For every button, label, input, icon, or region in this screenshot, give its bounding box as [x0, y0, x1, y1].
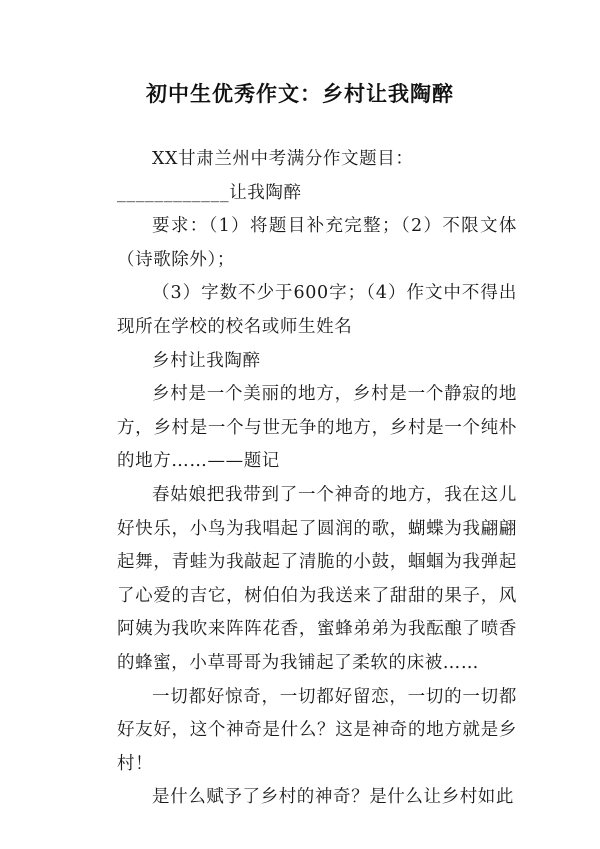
paragraph-essay-heading: 乡村让我陶醉 [152, 350, 261, 371]
paragraph-requirements-1: 要求：（1）将题目补充完整；（2）不限文体（诗歌除外）； [117, 216, 517, 270]
document-body [117, 143, 517, 815]
paragraph-spring: 春姑娘把我带到了一个神奇的地方，我在这儿好快乐，小鸟为我唱起了圆润的歌，蝴蝶为我翩翩起舞，青蛙为我敲起了清脆的小鼓，蝈蝈为我弹起了心爱的吉它，树伯伯为我送来了甜甜的果子，风阿姨为我吹来阵阵花香，蜜蜂弟弟为我酝酿了喷香的蜂蜜，小草哥哥为我铺起了柔软的床被…… [117, 484, 517, 673]
paragraph-exam-source: XX甘肃兰州中考满分作文题目： [152, 149, 414, 169]
paragraph-blank-title: ____________让我陶醉 [117, 182, 302, 203]
paragraph-wonder: 一切都好惊奇，一切都好留恋，一切的一切都好友好，这个神奇是什么？这是神奇的地方就是乡村！ [117, 686, 517, 774]
document-title: 初中生优秀作文：乡村让我陶醉 [146, 82, 454, 106]
paragraph-question: 是什么赋予了乡村的神奇？是什么让乡村如此 [152, 787, 514, 808]
paragraph-epigraph: 乡村是一个美丽的地方，乡村是一个静寂的地方，乡村是一个与世无争的地方，乡村是一个纯朴的地方……——题记 [117, 384, 517, 472]
paragraph-requirements-2: （3）字数不少于600字；（4）作文中不得出现所在学校的校名或师生姓名 [117, 283, 517, 337]
